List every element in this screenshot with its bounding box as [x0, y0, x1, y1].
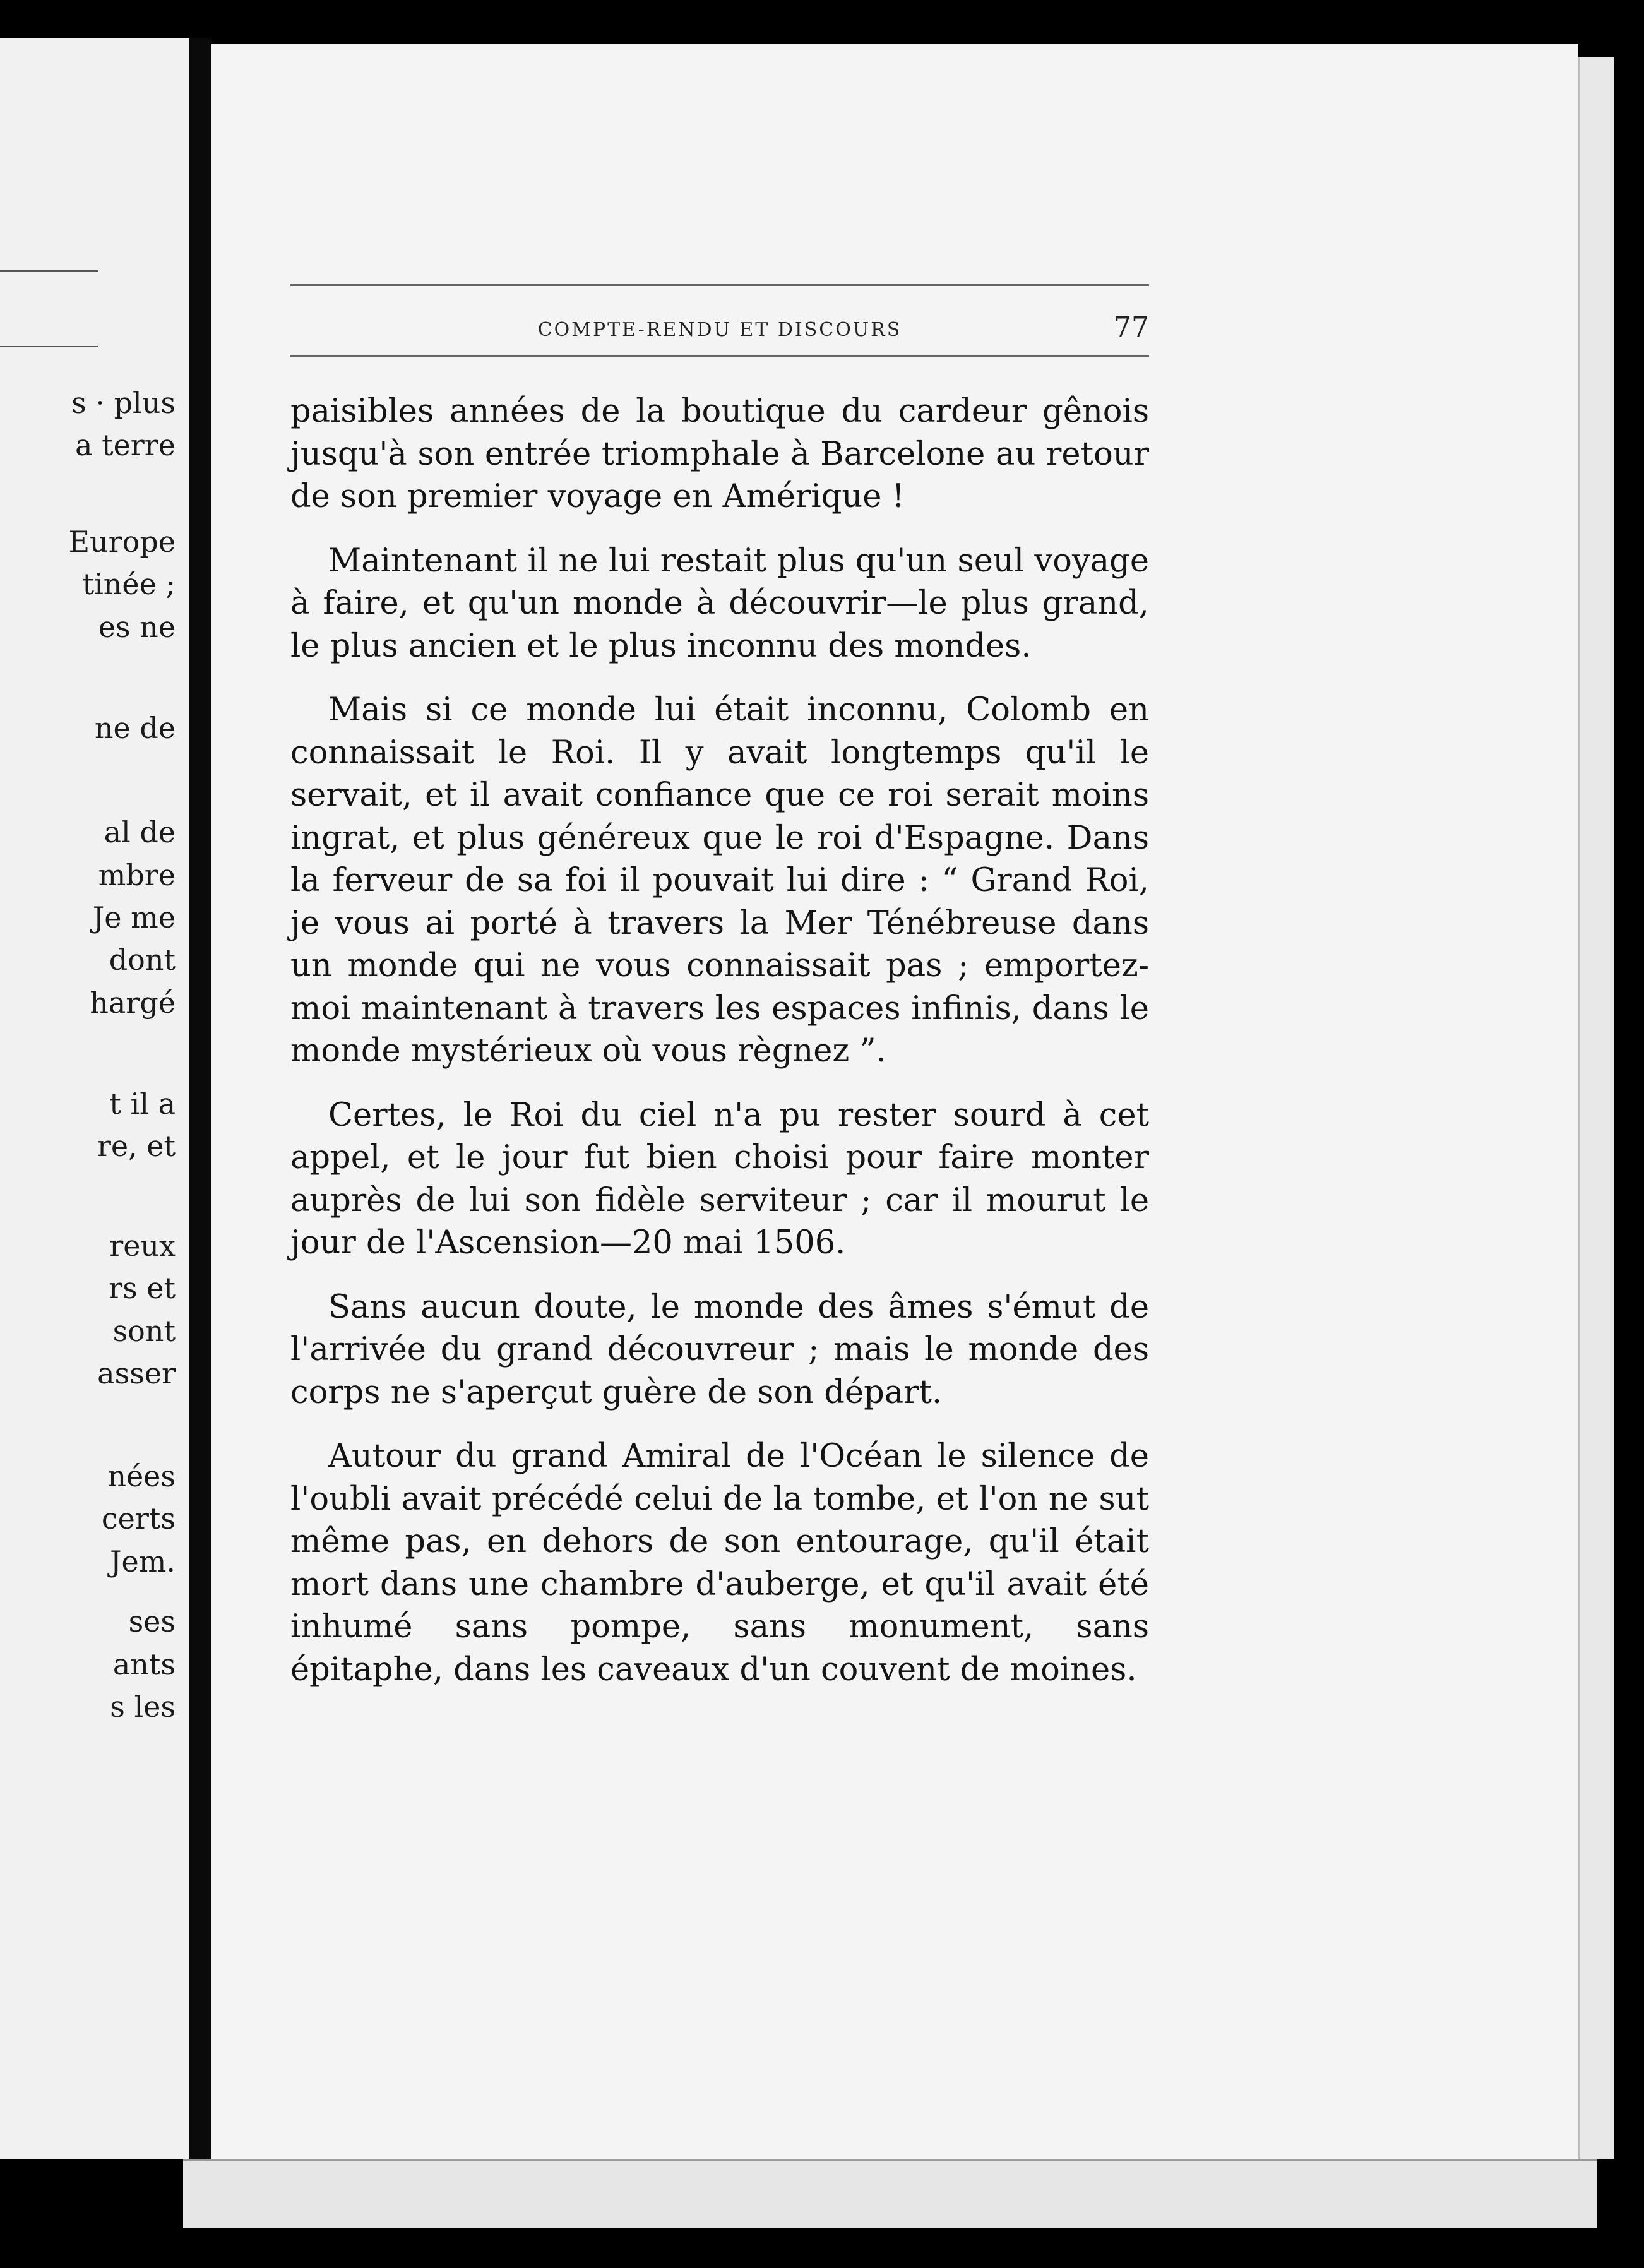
running-header — [290, 286, 1149, 355]
left-fragment: Je me — [92, 900, 176, 934]
left-fragment: re, et — [97, 1129, 176, 1163]
running-title: COMPTE-RENDU ET DISCOURS — [537, 319, 902, 341]
left-fragment: al de — [104, 815, 176, 849]
left-fragment: nées — [107, 1459, 176, 1493]
left-page-text-fragments — [0, 38, 189, 2159]
paragraph-text: Maintenant il ne lui restait plus qu'un seul voyage à faire, et qu'un monde à découvrir—le plus grand, le plus ancien et le plus inconnu des mondes. — [290, 542, 1149, 665]
left-page — [0, 38, 189, 2159]
left-fragment: Jem. — [110, 1544, 176, 1579]
paragraph-text: Mais si ce monde lui était inconnu, Colomb en connaissait le Roi. Il y avait longtemps qu'il le servait, et il avait confiance que ce roi serait moins ingrat, et plus généreux que le roi d'Espagne. Dans la ferveur de sa foi il pouvait lui dire : “ Grand Roi, je vous ai porté à travers la Mer Ténébreuse dans un monde qui ne vous connaissait pas ; emportez-moi maintenant à travers les espaces infinis, dans le monde mystérieux où vous règnez ”. — [290, 691, 1149, 1070]
left-fragment: t il a — [109, 1087, 176, 1121]
paragraph — [290, 689, 1149, 1073]
left-fragment: ses — [128, 1604, 176, 1638]
left-fragment: asser — [97, 1356, 176, 1390]
book-spine-gutter — [189, 38, 211, 2216]
left-fragment: tinée ; — [82, 567, 176, 601]
paragraph-text: Autour du grand Amiral de l'Océan le silence de l'oubli avait précédé celui de la tombe, et l'on ne sut même pas, en dehors de son entourage, qu'il était mort dans une chambre d'auberge, et qu'il avait été inhumé sans pompe, sans monument, sans épitaphe, dans les caveaux d'un couvent de moines. — [290, 1438, 1149, 1688]
page-edge — [1578, 57, 1614, 2159]
left-fragment: reux — [109, 1229, 176, 1263]
left-fragment: rs et — [109, 1271, 176, 1305]
paragraph — [290, 1435, 1149, 1691]
left-fragment: certs — [101, 1501, 176, 1536]
body-text — [290, 390, 1149, 1691]
left-fragment: dont — [109, 943, 176, 977]
left-fragment: ne de — [94, 711, 176, 745]
paragraph: paisibles années de la boutique du cardeur gênois jusqu'à son entrée triomphale à Barcelone au retour de son premier voyage en Amérique ! — [290, 393, 1149, 515]
left-fragment: s · plus — [71, 386, 176, 420]
header-rule-bottom — [290, 355, 1149, 357]
paragraph — [290, 1094, 1149, 1265]
paragraph — [290, 540, 1149, 668]
page-number: 77 — [1114, 311, 1149, 343]
paragraph — [290, 1286, 1149, 1414]
paragraph-text: Certes, le Roi du ciel n'a pu rester sourd à cet appel, et le jour fut bien choisi pour faire monter auprès de lui son fidèle serviteur ; car il mourut le jour de l'Ascension—20 mai 1506. — [290, 1096, 1149, 1262]
left-fragment: mbre — [98, 858, 176, 892]
left-fragment: ants — [112, 1647, 176, 1681]
page-text-block — [290, 284, 1149, 1712]
book-bottom-edge — [183, 2159, 1597, 2228]
left-fragment: hargé — [90, 986, 176, 1020]
paragraph-text: Sans aucun doute, le monde des âmes s'émut de l'arrivée du grand découvreur ; mais le monde des corps ne s'aperçut guère de son départ. — [290, 1288, 1149, 1411]
left-fragment: a terre — [75, 428, 176, 462]
left-fragment: sont — [112, 1314, 176, 1348]
left-fragment: s les — [110, 1690, 176, 1724]
left-fragment: es ne — [98, 610, 176, 644]
left-fragment: Europe — [68, 525, 176, 559]
